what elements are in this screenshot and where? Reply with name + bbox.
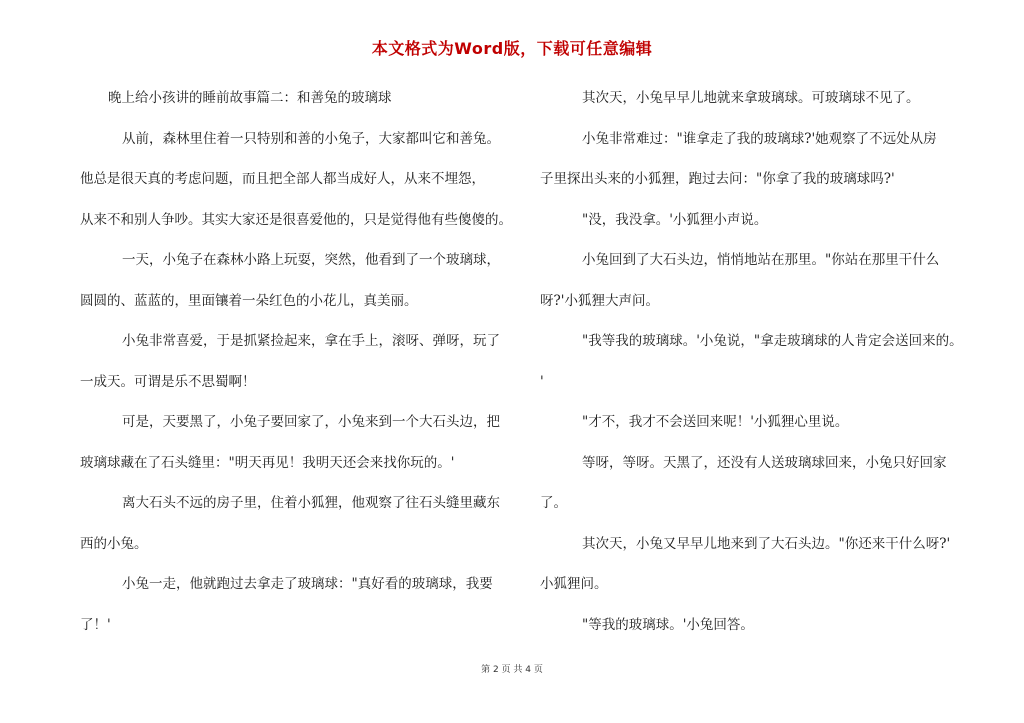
paragraph-line: 一天，小兔子在森林小路上玩耍，突然，他看到了一个玻璃球， [122,252,500,268]
paragraph-line: 从前，森林里住着一只特别和善的小兔子，大家都叫它和善兔。 [122,130,500,147]
paragraph-line: 了。 [540,495,567,511]
paragraph-line: 可是，天要黑了，小兔子要回家了，小兔来到一个大石头边，把 [122,414,500,430]
left-text-column [80,78,520,645]
paragraph-line: 小兔非常喜爱，于是抓紧捡起来，拿在手上，滚呀、弹呀，玩了 [122,333,500,349]
paragraph-line: 小兔非常难过："谁拿走了我的玻璃球?'她观察了不远处从房 [582,130,937,147]
paragraph-line: 从来不和别人争吵。其实大家还是很喜爱他的，只是觉得他有些傻傻的。 [80,211,512,228]
paragraph-line: 小狐狸问。 [540,576,608,592]
paragraph-line: "我等我的玻璃球。'小兔说，"拿走玻璃球的人肯定会送回来的。 [582,333,963,349]
paragraph-line: 离大石头不远的房子里，住着小狐狸，他观察了往石头缝里藏东 [122,495,500,511]
paragraph-line: 西的小兔。 [80,535,148,552]
paragraph-line: 呀?'小狐狸大声问。 [540,292,659,309]
paragraph-line: "等我的玻璃球。'小兔回答。 [582,616,754,633]
paragraph-line: ' [540,373,544,390]
paragraph-line: 玻璃球藏在了石头缝里："明天再见！我明天还会来找你玩的。' [80,454,455,471]
paragraph-line: 圆圆的、蓝蓝的，里面镶着一朵红色的小花儿，真美丽。 [80,292,418,309]
paragraph-line: 其次天，小兔又早早儿地来到了大石头边。"你还来干什么呀?' [582,535,951,552]
right-text-column [540,78,980,645]
paragraph-line: 小兔一走，他就跑过去拿走了玻璃球："真好看的玻璃球，我要 [122,576,493,592]
story-title: 晚上给小孩讲的睡前故事篇二：和善兔的玻璃球 [108,90,392,106]
paragraph-line: "没，我没拿。'小狐狸小声说。 [582,211,768,228]
paragraph-line: 了！' [80,616,111,633]
paragraph-line: 一成天。可谓是乐不思蜀啊！ [80,373,256,390]
page-number-footer: 第 2 页 共 4 页 [481,665,543,675]
paragraph-line: 其次天，小兔早早儿地就来拿玻璃球。可玻璃球不见了。 [582,90,920,106]
paragraph-line: 他总是很天真的考虑问题，而且把全部人都当成好人，从来不埋怨， [80,171,485,187]
paragraph-line: 子里探出头来的小狐狸，跑过去问："你拿了我的玻璃球吗?' [540,171,895,187]
paragraph-line: 小兔回到了大石头边，悄悄地站在那里。"你站在那里干什么 [582,252,940,268]
paragraph-line: "才不，我才不会送回来呢！'小狐狸心里说。 [582,414,849,430]
document-banner: 本文格式为Word版，下载可任意编辑 [371,39,653,58]
paragraph-line: 等呀，等呀。天黑了，还没有人送玻璃球回来，小兔只好回家 [582,454,947,471]
